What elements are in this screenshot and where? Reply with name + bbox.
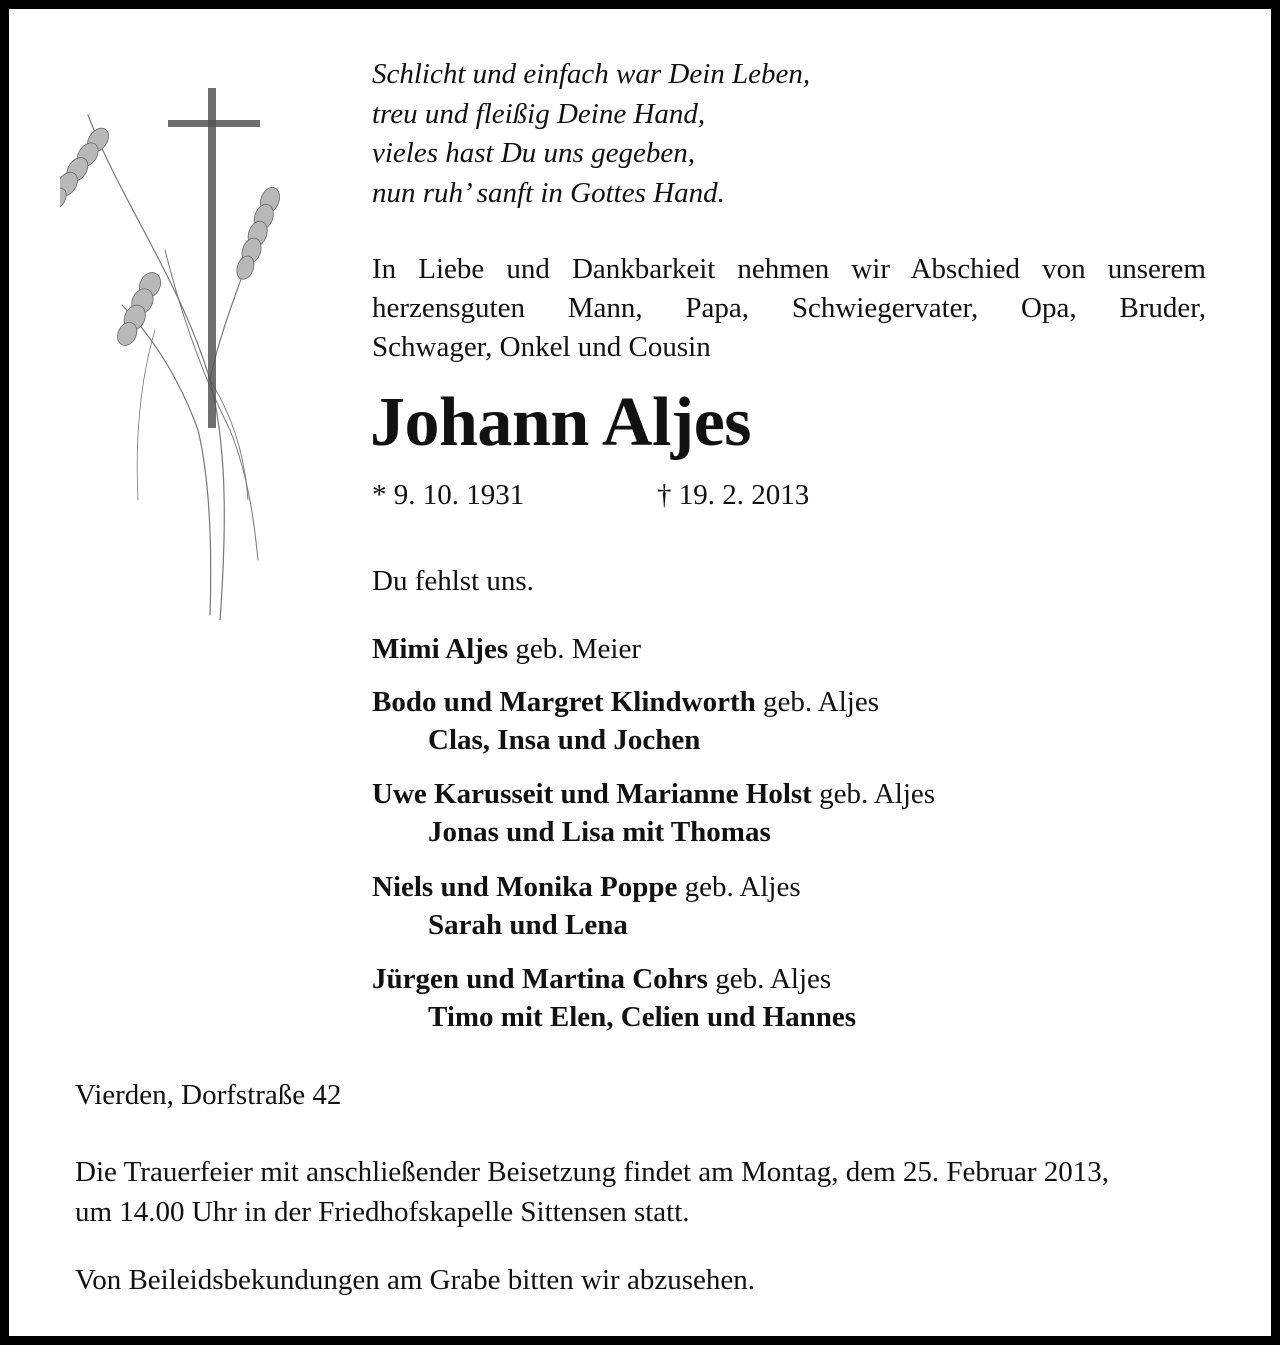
- family-entry: [372, 775, 935, 851]
- farewell-text: [372, 250, 1206, 367]
- nee-text: geb. Aljes: [715, 963, 832, 995]
- children-names: Timo mit Elen, Celien und Hannes: [428, 1001, 857, 1033]
- farewell-line: herzensguten Mann, Papa, Schwiegervater, Opa, Bruder,: [372, 292, 1206, 324]
- family-names: Uwe Karusseit und Marianne Holst: [372, 778, 812, 810]
- family-entry: [372, 960, 856, 1036]
- family-entry: [372, 868, 801, 944]
- death-date: † 19. 2. 2013: [657, 479, 810, 511]
- deceased-name: Johann Aljes: [370, 384, 752, 461]
- children-names: Jonas und Lisa mit Thomas: [428, 816, 771, 848]
- family-names: Niels und Monika Poppe: [372, 871, 678, 903]
- birth-date: * 9. 10. 1931: [372, 479, 525, 511]
- nee-text: geb. Aljes: [684, 871, 801, 903]
- children-names: Sarah und Lena: [428, 909, 628, 941]
- poem: [372, 55, 810, 213]
- notice-line: Die Trauerfeier mit anschließender Beisetzung findet am Montag, dem 25. Februar 2013,: [75, 1156, 1110, 1188]
- family-entry: [372, 630, 641, 668]
- nee-text: geb. Aljes: [763, 686, 880, 718]
- children-names: Clas, Insa und Jochen: [428, 724, 701, 756]
- family-names: Mimi Aljes: [372, 633, 509, 665]
- closing-note: Von Beileidsbekundungen am Grabe bitten wir abzusehen.: [75, 1264, 755, 1296]
- poem-line: Schlicht und einfach war Dein Leben,: [372, 58, 811, 90]
- family-names: Jürgen und Martina Cohrs: [372, 963, 708, 995]
- family-names: Bodo und Margret Klindworth: [372, 686, 756, 718]
- funeral-notice: [75, 1152, 1109, 1232]
- address: Vierden, Dorfstraße 42: [75, 1079, 342, 1111]
- poem-line: nun ruh’ sanft in Gottes Hand.: [372, 176, 725, 209]
- family-entry: [372, 683, 879, 759]
- nee-text: geb. Aljes: [819, 778, 936, 810]
- poem-line: vieles hast Du uns gegeben,: [372, 137, 695, 169]
- farewell-line: Schwager, Onkel und Cousin: [372, 331, 711, 363]
- farewell-line: In Liebe und Dankbarkeit nehmen wir Abschied von unserem: [372, 253, 1206, 285]
- notice-line: um 14.00 Uhr in der Friedhofskapelle Sittensen statt.: [75, 1196, 690, 1228]
- missed-line: Du fehlst uns.: [372, 565, 534, 597]
- nee-text: geb. Meier: [515, 633, 641, 665]
- cross-with-wheat-icon: [60, 80, 290, 620]
- poem-line: treu und fleißig Deine Hand,: [372, 97, 706, 130]
